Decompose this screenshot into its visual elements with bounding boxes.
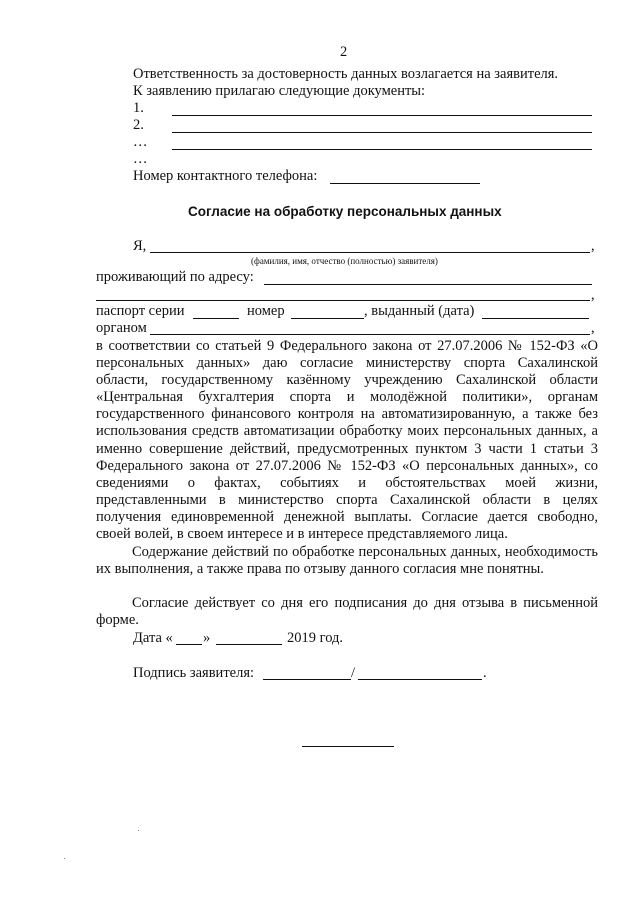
full-name-field[interactable] xyxy=(150,252,590,253)
attachment-marker-1: 1. xyxy=(133,100,144,116)
signature-end: . xyxy=(483,665,487,681)
address-line-comma: , xyxy=(591,287,595,303)
consent-paragraph-main: в соответствии со статьей 9 Федерального закона от 27.07.2006 № 152-ФЗ «О персональных данных» даю согласие министерству спорта Сахалинской области, государственному казённому учреждению Сахалинской области «Центральная бухгалтерия спорта и молодёжной политики», органам государственного финансового контроля на автоматизированную, а также без использования средств автоматизации обработку моих персональных данных, а именно совершение действий, предусмотренных пунктом 3 части 1 статьи 3 Федерального закона от 27.07.2006 № 152-ФЗ «О персональных данных», со сведениями о фактах, событиях и обстоятельствах моей жизни, представленными в министерство спорта Сахалинской области в целях получения единовременной денежной выплаты. Согласие дается свободно, своей волей, в своем интересе и в интересе представляемого лица. xyxy=(96,338,598,543)
page-number: 2 xyxy=(340,44,348,60)
issuer-field[interactable] xyxy=(150,334,590,335)
passport-number-label: номер xyxy=(247,303,285,319)
attachment-marker-2: 2. xyxy=(133,117,144,133)
issuer-line-comma: , xyxy=(591,320,595,336)
issued-date-field[interactable] xyxy=(482,318,589,319)
issued-date-label: , выданный (дата) xyxy=(364,303,475,319)
passport-series-label: паспорт серии xyxy=(96,303,185,319)
signature-slash: / xyxy=(351,665,356,681)
passport-series-field[interactable] xyxy=(193,318,239,319)
signature-field[interactable] xyxy=(263,679,351,680)
phone-label: Номер контактного телефона: xyxy=(133,168,318,184)
name-hint: (фамилия, имя, отчество (полностью) заявителя) xyxy=(251,256,438,266)
attachment-line-3[interactable] xyxy=(172,149,592,150)
phone-field[interactable] xyxy=(330,183,480,184)
date-quote-close: » xyxy=(203,630,211,646)
consent-title: Согласие на обработку персональных данных xyxy=(188,204,502,219)
date-year: 2019 год. xyxy=(287,630,344,646)
address-field-1[interactable] xyxy=(264,284,592,285)
attachment-marker-4: … xyxy=(133,151,148,167)
passport-number-field[interactable] xyxy=(291,318,364,319)
date-label: Дата « xyxy=(133,630,173,646)
closing-divider xyxy=(302,746,394,747)
date-day-field[interactable] xyxy=(176,644,202,645)
name-line-comma: , xyxy=(591,238,595,254)
date-month-field[interactable] xyxy=(216,644,282,645)
consent-paragraph-validity: Согласие действует со дня его подписания до дня отзыва в письменной форме. xyxy=(96,595,598,629)
i-label: Я, xyxy=(133,238,147,254)
responsibility-text: Ответственность за достоверность данных возлагается на заявителя. xyxy=(133,66,559,82)
address-field-2[interactable] xyxy=(96,300,590,301)
issuer-label: органом xyxy=(96,320,147,336)
signature-name-field[interactable] xyxy=(358,679,482,680)
attachments-intro: К заявлению прилагаю следующие документы: xyxy=(133,83,426,99)
attachment-line-2[interactable] xyxy=(172,132,592,133)
attachment-marker-3: … xyxy=(133,134,148,150)
scan-speck xyxy=(138,830,139,831)
consent-paragraph-understanding: Содержание действий по обработке персональных данных, необходимость их выполнения, а также права по отзыву данного согласия мне понятны. xyxy=(96,544,598,578)
attachment-line-1[interactable] xyxy=(172,115,592,116)
signature-label: Подпись заявителя: xyxy=(133,665,255,681)
address-label: проживающий по адресу: xyxy=(96,269,254,285)
scan-speck xyxy=(64,858,65,859)
